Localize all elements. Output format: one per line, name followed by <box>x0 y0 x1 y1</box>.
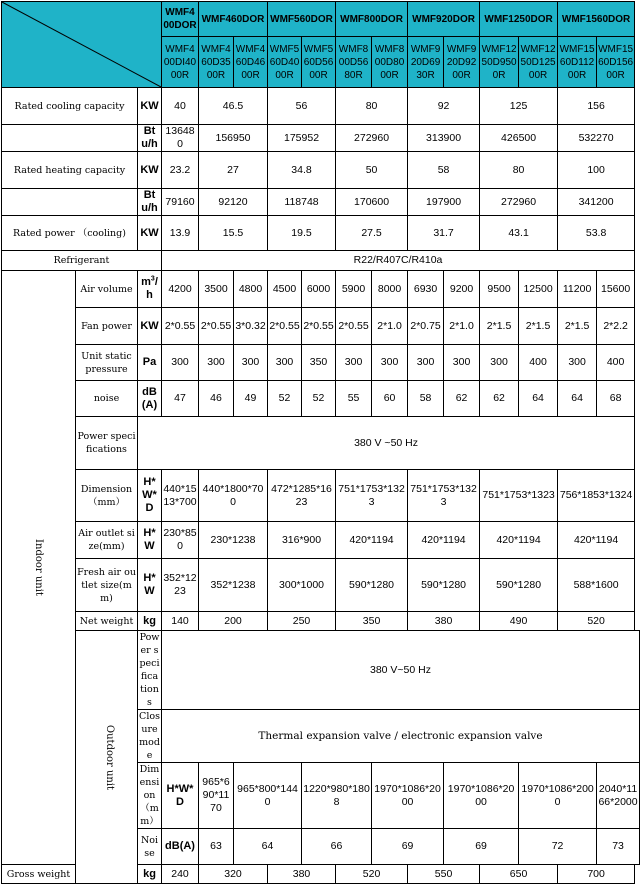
section-indoor-unit <box>2 271 76 865</box>
submodel-header: WMF1250D9500R <box>480 37 519 88</box>
value-cell: 230*850 <box>162 522 199 559</box>
value-cell: 650 <box>480 865 558 884</box>
model-header: WMF800DOR <box>336 2 408 37</box>
value-cell: 72 <box>519 829 597 865</box>
value-cell: 300 <box>162 345 199 381</box>
value-cell: 352*1223 <box>162 559 199 612</box>
value-cell: 520 <box>336 865 408 884</box>
value-cell: 440*1513*700 <box>162 470 199 522</box>
unit-cell: H*W*D <box>162 763 199 829</box>
value-cell: 49 <box>234 381 268 417</box>
value-cell: 136480 <box>162 125 199 152</box>
row-label-noise: Noise <box>138 829 162 865</box>
row-label-gross-weight: Gross weight <box>2 865 76 884</box>
value-cell: 350 <box>302 345 336 381</box>
value-cell: 79160 <box>162 189 199 216</box>
value-cell: 46 <box>199 381 234 417</box>
unit-cell: $m^3/$ h <box>138 271 162 308</box>
row-label-cooling: Rated cooling capacity <box>2 88 138 125</box>
value-cell: 2040*1166*2000 <box>597 763 640 829</box>
power-spec-value: 380 V~50 Hz <box>162 631 640 710</box>
submodel-header: WMF1560D11200R <box>558 37 597 88</box>
value-cell: 80 <box>336 88 408 125</box>
value-cell: 156 <box>558 88 635 125</box>
value-cell: 175952 <box>268 125 336 152</box>
unit-cell: H*W <box>138 522 162 559</box>
spec-table <box>1 1 640 884</box>
value-cell: 520 <box>558 612 635 631</box>
value-cell: 2*0.75 <box>408 308 444 345</box>
value-cell: 3500 <box>199 271 234 308</box>
submodel-header: WMF800D5680R <box>336 37 372 88</box>
value-cell: 472*1285*1623 <box>268 470 336 522</box>
value-cell: 27.5 <box>336 216 408 251</box>
unit-cell: KW <box>138 308 162 345</box>
value-cell: 2*1.5 <box>480 308 519 345</box>
value-cell: 532270 <box>558 125 635 152</box>
value-cell: 52 <box>302 381 336 417</box>
value-cell: 965*690*1170 <box>199 763 234 829</box>
value-cell: 200 <box>199 612 268 631</box>
value-cell: 12500 <box>519 271 558 308</box>
value-cell: 4200 <box>162 271 199 308</box>
unit-cell: kg <box>138 865 162 884</box>
empty-cell <box>2 125 138 152</box>
row-label-static-pressure: Unit static pressure <box>76 345 138 381</box>
value-cell: 420*1194 <box>336 522 408 559</box>
value-cell: 2*0.55 <box>268 308 302 345</box>
value-cell: 300 <box>199 345 234 381</box>
value-cell: 440*1800*700 <box>199 470 268 522</box>
row-label-net-weight: Net weight <box>76 612 138 631</box>
row-label-power-spec: Power specifications <box>139 632 160 708</box>
value-cell: 1970*1086*2000 <box>372 763 444 829</box>
value-cell: 170600 <box>336 189 408 216</box>
submodel-header: WMF920D6930R <box>408 37 444 88</box>
value-cell: 8000 <box>372 271 408 308</box>
unit-cell: KW <box>138 216 162 251</box>
value-cell: 320 <box>199 865 268 884</box>
value-cell: 4500 <box>268 271 302 308</box>
unit-cell: dB(A) <box>138 381 162 417</box>
value-cell: 125 <box>480 88 558 125</box>
value-cell: 73 <box>597 829 640 865</box>
empty-cell <box>2 189 138 216</box>
value-cell: 300 <box>558 345 597 381</box>
value-cell: 2*1.5 <box>558 308 597 345</box>
submodel-header: WMF560D4000R <box>268 37 302 88</box>
value-cell: 756*1853*1324 <box>558 470 635 522</box>
value-cell: 400 <box>519 345 558 381</box>
model-header: WMF1250DOR <box>480 2 558 37</box>
value-cell: 2*1.0 <box>444 308 480 345</box>
power-spec-value: 380 V ~50 Hz <box>138 417 635 470</box>
submodel-header: WMF460D4600R <box>234 37 268 88</box>
row-label-closure: Closure mode <box>139 711 160 761</box>
row-label-fan-power: Fan power <box>76 308 138 345</box>
value-cell: 590*1280 <box>336 559 408 612</box>
value-cell: 23.2 <box>162 152 199 189</box>
value-cell: 751*1753*1323 <box>408 470 480 522</box>
value-cell: 2*0.55 <box>199 308 234 345</box>
value-cell: 4800 <box>234 271 268 308</box>
value-cell: 751*1753*1323 <box>336 470 408 522</box>
model-header: WMF460DOR <box>199 2 268 37</box>
value-cell: 426500 <box>480 125 558 152</box>
value-cell: 1220*980*1808 <box>302 763 372 829</box>
value-cell: 34.8 <box>268 152 336 189</box>
row-label-noise: noise <box>76 381 138 417</box>
value-cell: 240 <box>162 865 199 884</box>
value-cell: 118748 <box>268 189 336 216</box>
value-cell: 5900 <box>336 271 372 308</box>
value-cell: 156950 <box>199 125 268 152</box>
value-cell: 62 <box>444 381 480 417</box>
unit-cell: H*W <box>138 559 162 612</box>
value-cell: 31.7 <box>408 216 480 251</box>
value-cell: 64 <box>558 381 597 417</box>
unit-cell: Btu/h <box>138 125 162 152</box>
value-cell: 62 <box>480 381 519 417</box>
row-label-fresh-air: Fresh air outlet size(mm) <box>76 559 138 612</box>
value-cell: 490 <box>480 612 558 631</box>
value-cell: 58 <box>408 152 480 189</box>
row-label-power-spec: Power specifications <box>76 417 138 470</box>
value-cell: 965*800*1440 <box>234 763 302 829</box>
value-cell: 13.9 <box>162 216 199 251</box>
corner-cell <box>2 2 162 88</box>
value-cell: 300 <box>336 345 372 381</box>
submodel-header: WMF400DI4000R <box>162 37 199 88</box>
unit-cell: kg <box>138 612 162 631</box>
value-cell: 420*1194 <box>558 522 635 559</box>
value-cell: 92120 <box>199 189 268 216</box>
value-cell: 69 <box>372 829 444 865</box>
value-cell: 380 <box>408 612 480 631</box>
value-cell: 272960 <box>336 125 408 152</box>
unit-cell: KW <box>138 152 162 189</box>
value-cell: 46.5 <box>199 88 268 125</box>
value-cell: 92 <box>408 88 480 125</box>
value-cell: 300 <box>268 345 302 381</box>
value-cell: 313900 <box>408 125 480 152</box>
value-cell: 590*1280 <box>408 559 480 612</box>
diagonal-line-icon <box>2 2 161 87</box>
value-cell: 2*1.0 <box>372 308 408 345</box>
value-cell: 66 <box>302 829 372 865</box>
value-cell: 80 <box>480 152 558 189</box>
value-cell: 15.5 <box>199 216 268 251</box>
row-label-refrigerant: Refrigerant <box>2 251 162 271</box>
row-label-power: Rated power （cooling) <box>2 216 138 251</box>
value-cell: 64 <box>519 381 558 417</box>
submodel-header: WMF460D3500R <box>199 37 234 88</box>
value-cell: 68 <box>597 381 635 417</box>
value-cell: 300 <box>480 345 519 381</box>
value-cell: 341200 <box>558 189 635 216</box>
row-label-heating: Rated heating capacity <box>2 152 138 189</box>
value-cell: 352*1238 <box>199 559 268 612</box>
section-label: Outdoor unit <box>104 724 116 790</box>
value-cell: 380 <box>268 865 336 884</box>
value-cell: 19.5 <box>268 216 336 251</box>
value-cell: 2*0.55 <box>162 308 199 345</box>
value-cell: 6930 <box>408 271 444 308</box>
row-label-air-outlet: Air outlet size(mm) <box>76 522 138 559</box>
value-cell: 15600 <box>597 271 635 308</box>
unit-cell: H*W*D <box>138 470 162 522</box>
value-cell: 2*2.2 <box>597 308 635 345</box>
refrigerant-value: R22/R407C/R410a <box>162 251 635 271</box>
value-cell: 300 <box>408 345 444 381</box>
row-label-dimension: Dimension （mm） <box>138 763 162 829</box>
submodel-header: WMF800D8000R <box>372 37 408 88</box>
value-cell: 400 <box>597 345 635 381</box>
value-cell: 350 <box>336 612 408 631</box>
section-outdoor-unit <box>76 631 138 884</box>
model-header: WMF560DOR <box>268 2 336 37</box>
value-cell: 100 <box>558 152 635 189</box>
value-cell: 420*1194 <box>480 522 558 559</box>
value-cell: 300*1000 <box>268 559 336 612</box>
row-label-air-volume: Air volume <box>76 271 138 308</box>
closure-value: Thermal expansion valve / electronic expansion valve <box>162 710 640 763</box>
value-cell: 230*1238 <box>199 522 268 559</box>
value-cell: 1970*1086*2000 <box>519 763 597 829</box>
value-cell: 53.8 <box>558 216 635 251</box>
value-cell: 2*0.55 <box>302 308 336 345</box>
value-cell: 55 <box>336 381 372 417</box>
value-cell: 27 <box>199 152 268 189</box>
value-cell: 64 <box>234 829 302 865</box>
value-cell: 197900 <box>408 189 480 216</box>
model-header: WMF400DOR <box>162 2 199 37</box>
value-cell: 6000 <box>302 271 336 308</box>
section-label: Indoor unit <box>32 539 44 596</box>
value-cell: 43.1 <box>480 216 558 251</box>
unit-cell: Pa <box>138 345 162 381</box>
submodel-header: WMF920D9200R <box>444 37 480 88</box>
value-cell: 272960 <box>480 189 558 216</box>
value-cell: 250 <box>268 612 336 631</box>
value-cell: 300 <box>234 345 268 381</box>
value-cell: 300 <box>444 345 480 381</box>
value-cell: 550 <box>408 865 480 884</box>
value-cell: 2*0.55 <box>336 308 372 345</box>
value-cell: 590*1280 <box>480 559 558 612</box>
value-cell: 588*1600 <box>558 559 635 612</box>
value-cell: 751*1753*1323 <box>480 470 558 522</box>
value-cell: 420*1194 <box>408 522 480 559</box>
unit-cell: KW <box>138 88 162 125</box>
value-cell: 47 <box>162 381 199 417</box>
value-cell: 63 <box>199 829 234 865</box>
value-cell: 140 <box>162 612 199 631</box>
value-cell: 69 <box>444 829 519 865</box>
submodel-header: WMF560D5600R <box>302 37 336 88</box>
value-cell: 50 <box>336 152 408 189</box>
value-cell: 56 <box>268 88 336 125</box>
submodel-header: WMF1560D15600R <box>597 37 635 88</box>
value-cell: 700 <box>558 865 635 884</box>
value-cell: 2*1.5 <box>519 308 558 345</box>
value-cell: 11200 <box>558 271 597 308</box>
row-label-dimension: Dimension （mm） <box>76 470 138 522</box>
value-cell: 60 <box>372 381 408 417</box>
value-cell: 1970*1086*2000 <box>444 763 519 829</box>
unit-cell: dB(A) <box>162 829 199 865</box>
unit-cell: Btu/h <box>138 189 162 216</box>
value-cell: 9200 <box>444 271 480 308</box>
value-cell: 58 <box>408 381 444 417</box>
model-header: WMF1560DOR <box>558 2 635 37</box>
value-cell: 316*900 <box>268 522 336 559</box>
value-cell: 3*0.32 <box>234 308 268 345</box>
value-cell: 9500 <box>480 271 519 308</box>
value-cell: 40 <box>162 88 199 125</box>
value-cell: 300 <box>372 345 408 381</box>
value-cell: 52 <box>268 381 302 417</box>
model-header: WMF920DOR <box>408 2 480 37</box>
submodel-header: WMF1250D12500R <box>519 37 558 88</box>
